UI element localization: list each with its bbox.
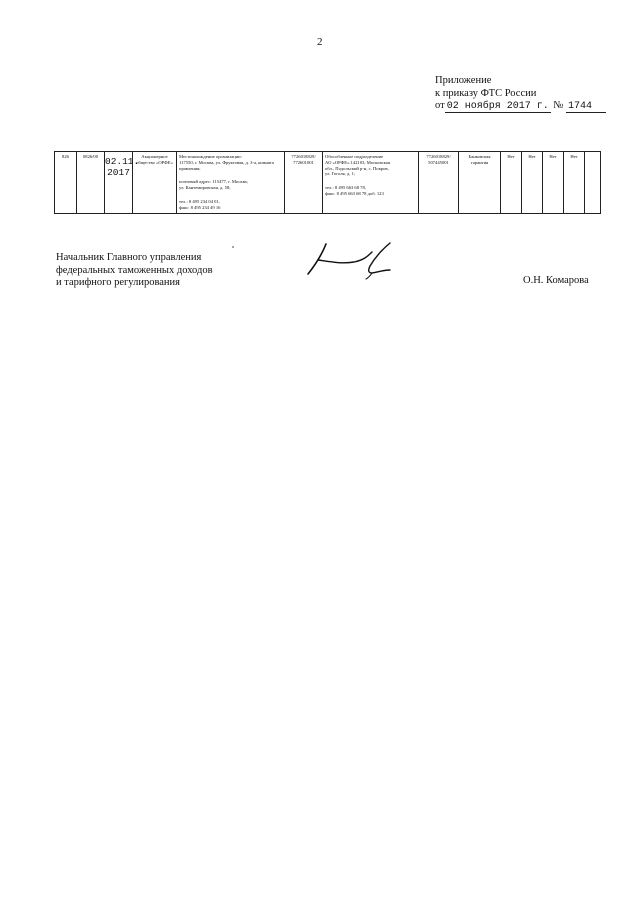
registry-table [54, 151, 601, 214]
cell-reg-number: 0826/00 [77, 152, 105, 214]
branch-line2: АО «ОРФЕ»:142103, Московская [325, 159, 390, 165]
cell-org-name: Акционерное общество «ОРФЕ» [133, 152, 177, 214]
branch-fax: факс: 8 495 663 68 78 доб. 123 [325, 190, 384, 196]
appendix-number: 1744 [566, 101, 606, 113]
signatory-title [56, 252, 213, 290]
cell-address [177, 152, 285, 214]
date-day: 02.11. [105, 156, 140, 167]
cell-col-d: Нет [564, 152, 585, 214]
cell-empty [585, 152, 601, 214]
appendix-date: 02 ноября 2017 г. [446, 101, 549, 112]
scan-speck [232, 246, 234, 248]
branch-title: Обособленное подразделение [325, 154, 384, 159]
signatory-name: О.Н. Комарова [523, 275, 589, 286]
cell-date [105, 152, 140, 214]
appendix-number-label: № [553, 100, 564, 111]
cell-inn-kpp: 7726018829/ 772601001 [285, 152, 323, 214]
page-number: 2 [317, 36, 323, 48]
cell-branch [323, 152, 419, 214]
branch-phone: тел.: 8 495 663 68 78, [325, 185, 366, 191]
date-year: 2017 [107, 167, 130, 178]
appendix-order-ref: к приказу ФТС России [435, 87, 537, 99]
address-phone: тел.: 8 495 234 04 01, [179, 198, 220, 204]
branch-line3: обл., Подольский р-н, с. Покров, [325, 165, 389, 171]
cell-number: 826 [55, 152, 77, 214]
table-row [55, 152, 601, 214]
address-location-label: Местонахождение организации: [179, 154, 242, 159]
appendix-date-line [435, 100, 606, 114]
handwritten-signature [298, 240, 398, 280]
appendix-date-prefix: от [435, 100, 445, 111]
cell-col-b: Нет [522, 152, 543, 214]
cell-branch-inn-kpp: 7726018829/ 507445001 [419, 152, 459, 214]
appendix-header [435, 75, 606, 114]
signatory-title-line1: Начальник Главного управления [56, 252, 202, 263]
address-fax: факс: 8 495 234 49 16 [179, 204, 221, 210]
signatory-title-line3: и тарифного регулирования [56, 277, 180, 288]
address-postal: ул. Кантемировская, д. 58; [179, 185, 231, 191]
cell-guarantee: Банковская гарантия [459, 152, 501, 214]
address-postal-label: почтовый адрес: 115477, г. Москва, [179, 179, 248, 185]
cell-col-c: Нет [543, 152, 564, 214]
signatory-title-line2: федеральных таможенных доходов [56, 264, 213, 276]
address-location: 117550, г. Москва, ул. Фруктовая, д. 3-а, комната правления; [179, 159, 274, 171]
appendix-title: Приложение [435, 75, 492, 86]
cell-col-a: Нет [501, 152, 522, 214]
branch-line4: ул. Гоголя, д. 1; [325, 171, 356, 177]
